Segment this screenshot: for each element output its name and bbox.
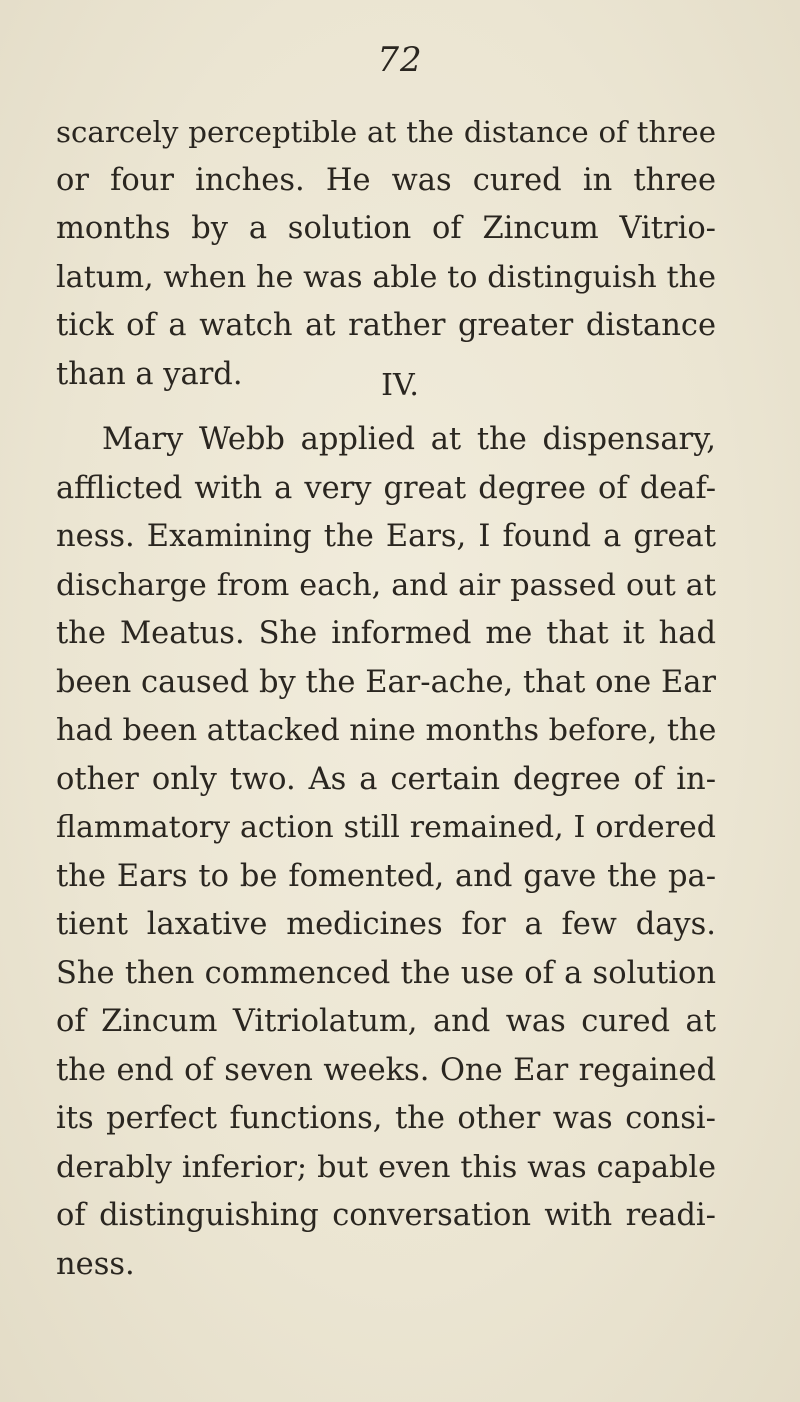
page-number: 72 [377,40,423,80]
text-line: ness. [56,1246,135,1282]
paragraph-continued [56,108,716,399]
text-line: other only two. As a certain degree of in- [56,761,716,797]
text-line: the Ears to be fomented, and gave the pa- [56,858,716,894]
text-line: She then commenced the use of a solution [56,955,716,991]
text-line: ness. Examining the Ears, I found a great [56,519,716,554]
text-line: tient laxative medicines for a few days. [56,907,716,942]
text-line: latum, when he was able to distinguish the [56,259,716,295]
text-line: discharge from each, and air passed out at [56,567,716,603]
text-line: been caused by the Ear-ache, that one Ear [56,664,716,700]
text-line: scarcely perceptible at the distance of three [56,115,716,149]
text-line: flammatory action still remained, I ordered [56,810,716,845]
text-line: of Zincum Vitriolatum, and was cured at [56,1004,716,1039]
text-line: had been attacked nine months before, the [56,713,717,748]
text-line: the Meatus. She informed me that it had [56,616,716,651]
text-line: tick of a watch at rather greater distance [56,308,716,343]
text-line: afflicted with a very great degree of deaf- [56,470,716,506]
text-line: than a yard. [56,356,243,392]
text-line: months by a solution of Zincum Vitrio- [56,211,716,246]
text-line: derably inferior; but even this was capable [56,1149,716,1185]
text-line: Mary Webb applied at the dispensary, [102,422,716,457]
section-heading: IV. [381,368,419,403]
text-line: the end of seven weeks. One Ear regained [56,1052,716,1088]
text-line: its perfect functions, the other was consi- [56,1101,716,1136]
text-line: of distinguishing conversation with readi- [56,1198,716,1233]
case-paragraph [56,416,716,1289]
text-line: or four inches. He was cured in three [56,162,716,198]
